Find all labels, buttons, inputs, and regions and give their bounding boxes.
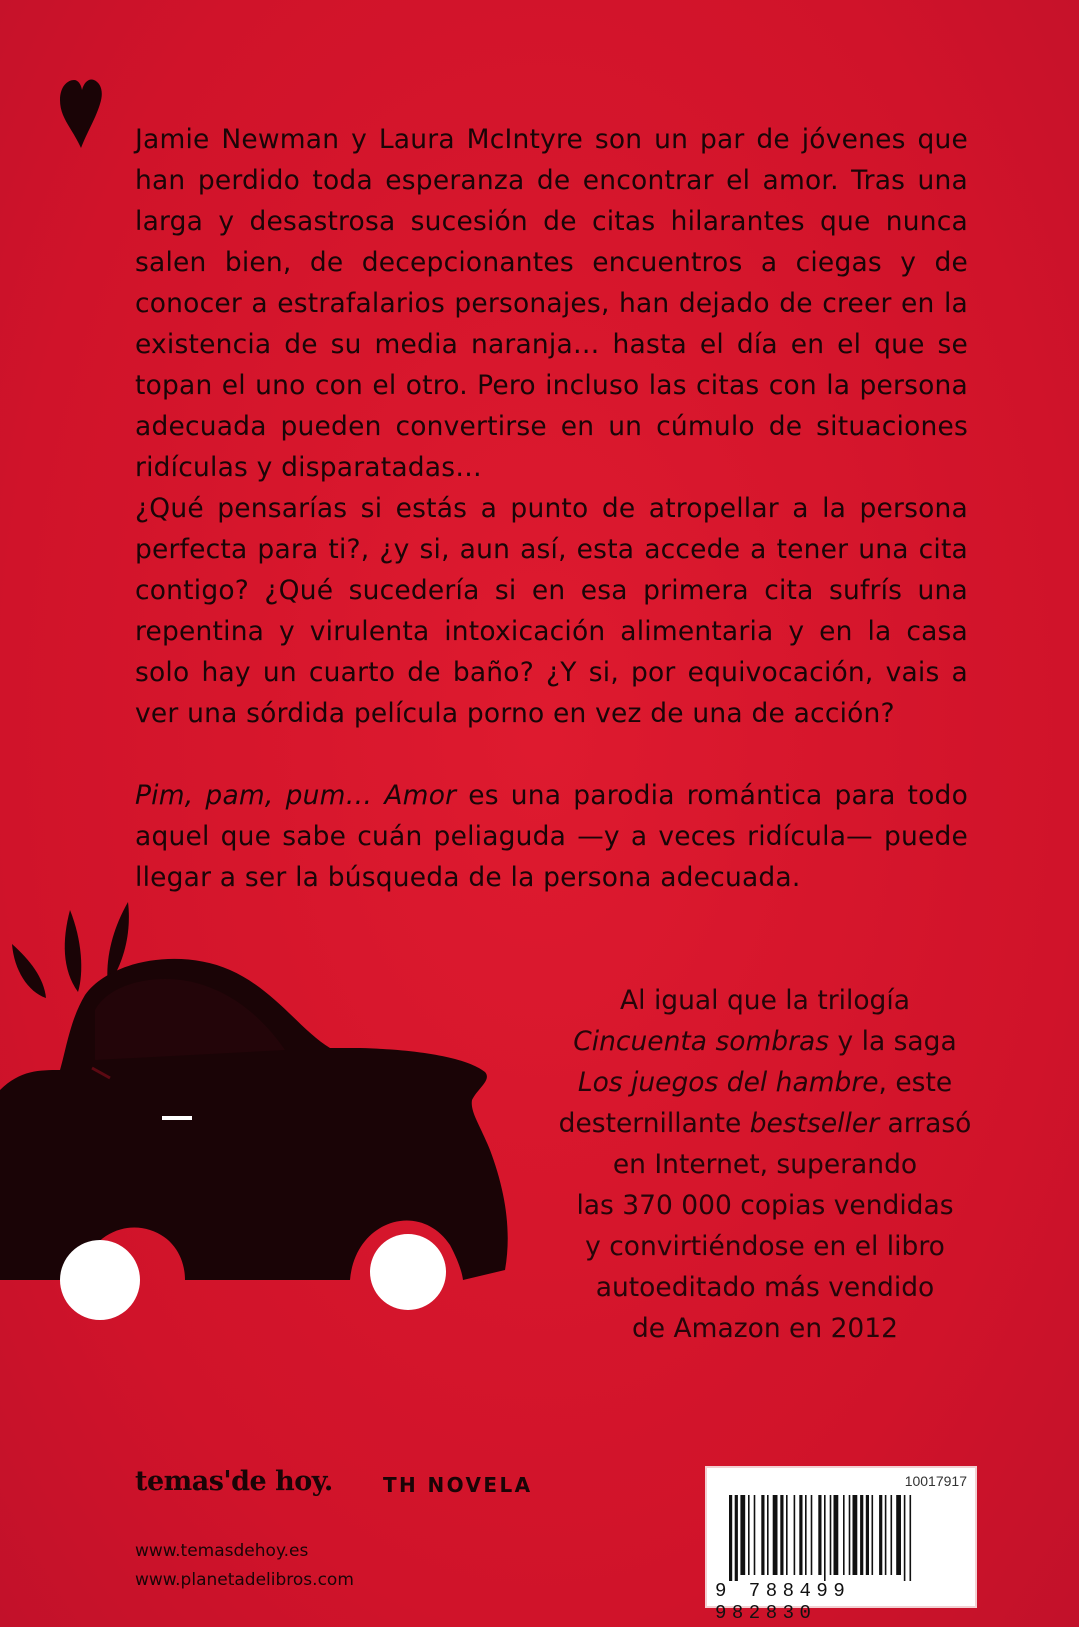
barcode-bar — [843, 1495, 845, 1575]
barcode-bar — [786, 1495, 788, 1575]
synopsis — [135, 119, 968, 898]
publisher-url[interactable]: www.temasdehoy.es — [135, 1541, 309, 1561]
series-title: Los juegos del hambre — [577, 1067, 879, 1098]
barcode-bar — [860, 1495, 863, 1575]
barcode-bar — [794, 1495, 796, 1575]
synopsis-paragraph-2: ¿Qué pensarías si estás a punto de atropellar a la persona perfecta para ti?, ¿y si, aun así, esta accede a tener una cita contigo? ¿Qué sucedería si en esa primera cita sufrís una repentina y virulenta intoxicación alimentaria y en la casa solo hay un cuarto de baño? ¿Y si, por equivocación, vais a ver una sórdida película porno en vez de una de acción? — [135, 493, 968, 729]
blurb-text: y la saga — [829, 1026, 957, 1057]
promo-blurb — [540, 980, 990, 1349]
barcode-code: 10017917 — [904, 1473, 967, 1489]
synopsis-paragraph-3-text: es una parodia romántica para todo aquel que sabe cuán peliaguda —y a veces ridícula— puede llegar a ser la búsqueda de la persona adecuada. — [135, 780, 968, 893]
barcode-bar — [849, 1495, 851, 1575]
barcode-bar — [896, 1495, 901, 1575]
barcode-bar — [824, 1495, 826, 1581]
barcode-bar — [904, 1495, 906, 1581]
publisher-url[interactable]: www.planetadelibros.com — [135, 1570, 354, 1590]
blurb-line — [540, 1021, 990, 1062]
blurb-line — [540, 1062, 990, 1103]
barcode-bar — [740, 1495, 745, 1575]
synopsis-paragraph-1: Jamie Newman y Laura McIntyre son un par de jóvenes que han perdido toda esperanza de encontrar el amor. Tras una larga y desastrosa sucesión de citas hilarantes que nunca salen bien, de decepcionantes encuentros a ciegas y de conocer a estrafalarios personajes, han dejado de creer en la existencia de su media naranja… hasta el día en el que se topan el uno con el otro. Pero incluso las citas con la persona adecuada pueden convertirse en un cúmulo de situaciones ridículas y disparatadas… — [135, 124, 968, 483]
barcode-bar — [767, 1495, 769, 1575]
blurb-line: autoeditado más vendido — [595, 1272, 935, 1303]
blurb-text: arrasó — [879, 1108, 972, 1139]
heart-icon — [58, 78, 104, 150]
blurb-text: desternillante — [558, 1108, 750, 1139]
barcode-bar — [834, 1495, 839, 1575]
blurb-line: Al igual que la trilogía — [620, 985, 910, 1016]
barcode-bar — [830, 1495, 832, 1575]
barcode-bars — [715, 1495, 967, 1587]
car-illustration — [0, 900, 520, 1340]
blurb-line: de Amazon en 2012 — [631, 1313, 899, 1344]
synopsis-paragraph-3 — [135, 775, 968, 898]
barcode-bar — [891, 1495, 893, 1575]
barcode-bar — [735, 1495, 738, 1581]
barcode — [705, 1466, 977, 1624]
imprint-name: TH NOVELA — [383, 1473, 533, 1497]
barcode-bar — [853, 1495, 858, 1575]
barcode-digits: 9 788499 982830 — [715, 1580, 851, 1624]
blurb-line: en Internet, superando — [612, 1149, 918, 1180]
series-title: Cincuenta sombras — [573, 1026, 830, 1057]
barcode-bar — [780, 1495, 783, 1575]
barcode-bar — [761, 1495, 764, 1575]
barcode-bar — [799, 1495, 802, 1575]
blurb-line: las 370 000 copias vendidas — [576, 1190, 954, 1221]
barcode-bar — [754, 1495, 756, 1575]
barcode-bar — [773, 1495, 778, 1575]
barcode-bar — [885, 1495, 887, 1575]
barcode-bar — [748, 1495, 750, 1575]
book-title: Pim, pam, pum… Amor — [135, 780, 457, 811]
blurb-line — [540, 1103, 990, 1144]
barcode-bar — [729, 1495, 732, 1581]
barcode-bar — [805, 1495, 807, 1575]
barcode-bar — [879, 1495, 882, 1575]
blurb-line: y convirtiéndose en el libro — [585, 1231, 945, 1262]
barcode-bar — [811, 1495, 813, 1575]
blurb-text: , este — [878, 1067, 953, 1098]
barcode-bar — [866, 1495, 869, 1575]
publisher-logo: temas'de hoy. — [135, 1466, 333, 1497]
barcode-bar — [910, 1495, 912, 1581]
blurb-emphasis: bestseller — [749, 1108, 880, 1139]
barcode-bar — [818, 1495, 821, 1575]
publisher-urls — [135, 1537, 354, 1595]
barcode-bar — [872, 1495, 874, 1575]
